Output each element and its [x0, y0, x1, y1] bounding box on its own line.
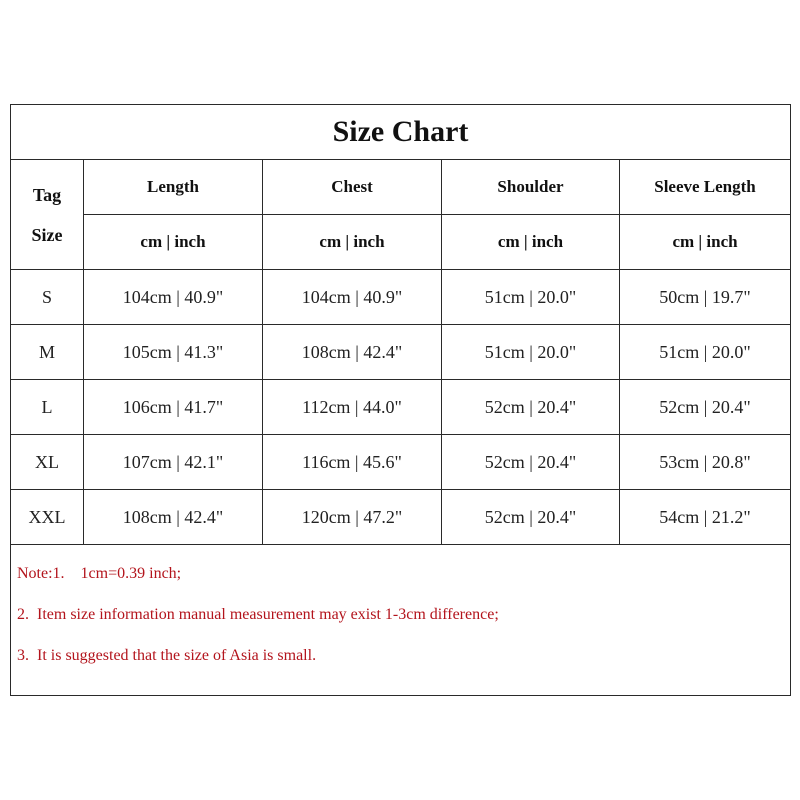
column-header-sleeve-length: Sleeve Length: [620, 160, 791, 215]
note-asia-sizing: 3. It is suggested that the size of Asia is small.: [17, 647, 317, 664]
size-cell: XXL: [11, 490, 84, 545]
tag-size-header: [11, 160, 84, 270]
size-cell: S: [11, 270, 84, 325]
unit-header-shoulder: cm | inch: [442, 215, 620, 270]
length-cell: 105cm | 41.3": [84, 325, 263, 380]
size-cell: L: [11, 380, 84, 435]
chest-cell: 120cm | 47.2": [263, 490, 442, 545]
chart-title: Size Chart: [11, 105, 791, 160]
table-row: [11, 270, 791, 325]
chest-cell: 116cm | 45.6": [263, 435, 442, 490]
shoulder-cell: 52cm | 20.4": [442, 490, 620, 545]
sleeve-cell: 53cm | 20.8": [620, 435, 791, 490]
length-cell: 107cm | 42.1": [84, 435, 263, 490]
chest-cell: 112cm | 44.0": [263, 380, 442, 435]
size-cell: XL: [11, 435, 84, 490]
sleeve-cell: 51cm | 20.0": [620, 325, 791, 380]
column-header-chest: Chest: [263, 160, 442, 215]
notes-section: [11, 545, 791, 696]
table-row: [11, 435, 791, 490]
tag-label: Tag: [32, 184, 62, 205]
shoulder-cell: 51cm | 20.0": [442, 270, 620, 325]
title-row: [11, 105, 791, 160]
chest-cell: 104cm | 40.9": [263, 270, 442, 325]
notes-row: [11, 545, 791, 696]
table-row: [11, 380, 791, 435]
size-cell: M: [11, 325, 84, 380]
shoulder-cell: 52cm | 20.4": [442, 380, 620, 435]
header-row-names: [11, 160, 791, 215]
unit-header-chest: cm | inch: [263, 215, 442, 270]
sleeve-cell: 52cm | 20.4": [620, 380, 791, 435]
header-row-units: [11, 215, 791, 270]
sleeve-cell: 54cm | 21.2": [620, 490, 791, 545]
size-chart-table: [10, 104, 791, 696]
column-header-length: Length: [84, 160, 263, 215]
table-row: [11, 325, 791, 380]
unit-header-sleeve-length: cm | inch: [620, 215, 791, 270]
table-row: [11, 490, 791, 545]
length-cell: 106cm | 41.7": [84, 380, 263, 435]
shoulder-cell: 51cm | 20.0": [442, 325, 620, 380]
length-cell: 108cm | 42.4": [84, 490, 263, 545]
column-header-shoulder: Shoulder: [442, 160, 620, 215]
note-conversion: Note:1. 1cm=0.39 inch;: [17, 565, 182, 582]
unit-header-length: cm | inch: [84, 215, 263, 270]
shoulder-cell: 52cm | 20.4": [442, 435, 620, 490]
chest-cell: 108cm | 42.4": [263, 325, 442, 380]
size-label: Size: [31, 224, 63, 245]
note-measurement-difference: 2. Item size information manual measurement may exist 1-3cm difference;: [17, 606, 499, 623]
sleeve-cell: 50cm | 19.7": [620, 270, 791, 325]
length-cell: 104cm | 40.9": [84, 270, 263, 325]
